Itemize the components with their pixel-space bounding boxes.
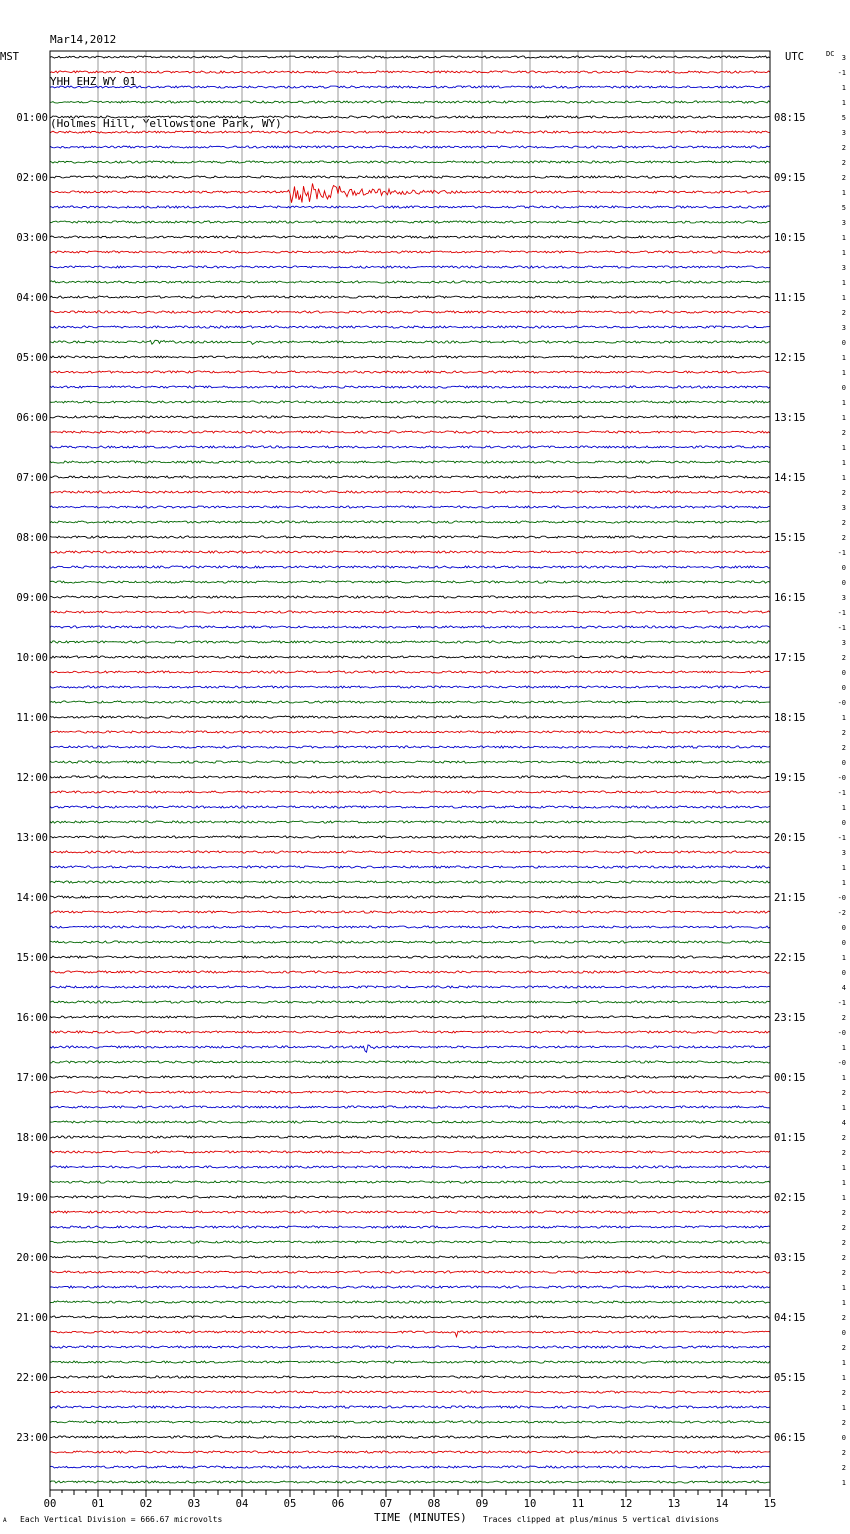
left-timezone-label: MST — [0, 51, 19, 63]
trace-row — [50, 1376, 770, 1378]
x-tick-label: 15 — [763, 1498, 777, 1510]
dc-offset-label: 1 — [841, 1374, 846, 1382]
dc-offset-label: 1 — [841, 189, 846, 197]
hour-label-utc: 20:15 — [774, 832, 806, 844]
dc-offset-label: 0 — [841, 384, 846, 392]
trace-row — [50, 791, 770, 793]
dc-offset-label: 1 — [841, 1404, 846, 1412]
dc-offset-label: 2 — [841, 159, 846, 167]
x-tick-label: 12 — [619, 1498, 633, 1510]
hour-label-utc: 04:15 — [774, 1312, 806, 1324]
hour-label-utc: 06:15 — [774, 1432, 806, 1444]
trace-row — [50, 836, 770, 838]
trace-row — [50, 1361, 770, 1363]
dc-offset-label: 0 — [841, 669, 846, 677]
dc-offset-label: 3 — [841, 129, 846, 137]
dc-offset-label: -1 — [837, 789, 846, 797]
trace-row — [50, 371, 770, 373]
plot-frame — [50, 51, 770, 1490]
trace-row — [50, 116, 770, 118]
station-code: YHH EHZ WY 01 — [50, 75, 137, 88]
trace-row — [50, 1166, 770, 1168]
dc-offset-label: 2 — [841, 174, 846, 182]
hour-label-utc: 21:15 — [774, 892, 806, 904]
dc-offset-label: 1 — [841, 1044, 846, 1052]
trace-row — [50, 1076, 770, 1078]
dc-offset-label: 2 — [841, 1014, 846, 1022]
hour-label-utc: 19:15 — [774, 772, 806, 784]
trace-row — [50, 566, 770, 568]
trace-row — [50, 761, 770, 763]
x-tick-label: 06 — [331, 1498, 345, 1510]
hour-label-mst: 20:00 — [16, 1252, 48, 1264]
hour-label-utc: 18:15 — [774, 712, 806, 724]
dc-offset-label: 3 — [841, 219, 846, 227]
dc-offset-label: 2 — [841, 1464, 846, 1472]
trace-row — [50, 1121, 770, 1123]
trace-row — [50, 1316, 770, 1318]
dc-offset-label: 2 — [841, 1269, 846, 1277]
trace-row — [50, 716, 770, 718]
trace-row — [50, 1451, 770, 1453]
trace-row — [50, 491, 770, 493]
trace-row — [50, 776, 770, 778]
hour-label-mst: 22:00 — [16, 1372, 48, 1384]
dc-offset-label: 3 — [841, 324, 846, 332]
hour-label-utc: 12:15 — [774, 352, 806, 364]
trace-row — [50, 1256, 770, 1258]
trace-row — [50, 986, 770, 988]
trace-row — [50, 821, 770, 823]
dc-offset-label: 1 — [841, 1359, 846, 1367]
trace-row — [50, 326, 770, 328]
hour-label-mst: 19:00 — [16, 1192, 48, 1204]
trace-row — [50, 356, 770, 358]
trace-row — [50, 206, 770, 208]
trace-row — [50, 446, 770, 448]
trace-row — [50, 386, 770, 388]
hour-label-utc: 17:15 — [774, 652, 806, 664]
dc-offset-label: -0 — [837, 774, 846, 782]
dc-offset-label: 2 — [841, 1149, 846, 1157]
trace-row — [50, 1045, 770, 1052]
trace-row — [50, 686, 770, 688]
dc-offset-label: 2 — [841, 1209, 846, 1217]
hour-label-mst: 08:00 — [16, 532, 48, 544]
dc-offset-label: 0 — [841, 924, 846, 932]
dc-offset-label: 2 — [841, 534, 846, 542]
dc-offset-label: 1 — [841, 954, 846, 962]
trace-row — [50, 1421, 770, 1423]
dc-offset-label: 1 — [841, 249, 846, 257]
dc-offset-label: 1 — [841, 1284, 846, 1292]
seismic-traces — [50, 56, 770, 1483]
hour-label-mst: 16:00 — [16, 1012, 48, 1024]
dc-offset-label: 3 — [841, 849, 846, 857]
dc-offset-label: 2 — [841, 1089, 846, 1097]
hour-label-mst: 04:00 — [16, 292, 48, 304]
trace-row — [50, 236, 770, 238]
trace-row — [50, 596, 770, 598]
hour-label-utc: 13:15 — [774, 412, 806, 424]
trace-row — [50, 731, 770, 733]
dc-offset-label: 1 — [841, 279, 846, 287]
dc-offset-label: -2 — [837, 909, 846, 917]
dc-offset-label: 1 — [841, 1299, 846, 1307]
dc-offset-label: 1 — [841, 1104, 846, 1112]
trace-row — [50, 1466, 770, 1468]
hour-label-mst: 06:00 — [16, 412, 48, 424]
hour-label-mst: 11:00 — [16, 712, 48, 724]
dc-offset-label: 3 — [841, 264, 846, 272]
hour-label-mst: 07:00 — [16, 472, 48, 484]
x-tick-label: 13 — [667, 1498, 681, 1510]
trace-row — [50, 1001, 770, 1003]
trace-row — [50, 1406, 770, 1408]
trace-row — [50, 340, 770, 344]
trace-row — [50, 296, 770, 298]
dc-offset-label: 2 — [841, 1344, 846, 1352]
dc-offset-label: 0 — [841, 939, 846, 947]
hour-label-utc: 10:15 — [774, 232, 806, 244]
x-tick-label: 08 — [427, 1498, 441, 1510]
hour-label-utc: 09:15 — [774, 172, 806, 184]
dc-offset-label: 1 — [841, 474, 846, 482]
trace-row — [50, 1301, 770, 1303]
dc-offset-label: 0 — [841, 564, 846, 572]
hour-label-mst: 23:00 — [16, 1432, 48, 1444]
trace-row — [50, 806, 770, 808]
dc-offset-label: 4 — [841, 1119, 846, 1127]
x-tick-label: 03 — [187, 1498, 201, 1510]
dc-offset-label: 2 — [841, 489, 846, 497]
dc-offset-label: 5 — [841, 204, 846, 212]
dc-offset-label: 1 — [841, 369, 846, 377]
x-tick-label: 10 — [523, 1498, 537, 1510]
dc-offset-label: 0 — [841, 969, 846, 977]
dc-offset-label: -0 — [837, 1029, 846, 1037]
trace-row — [50, 671, 770, 673]
trace-row — [50, 221, 770, 223]
dc-offset-label: 0 — [841, 759, 846, 767]
trace-row — [50, 1136, 770, 1138]
dc-offset-label: 1 — [841, 294, 846, 302]
dc-offset-label: 2 — [841, 429, 846, 437]
time-grid — [98, 51, 722, 1490]
dc-offset-label: 2 — [841, 1419, 846, 1427]
dc-offset-label: 1 — [841, 714, 846, 722]
dc-offset-label: 1 — [841, 1164, 846, 1172]
dc-offset-label: -1 — [837, 834, 846, 842]
trace-row — [50, 1241, 770, 1243]
trace-row — [50, 701, 770, 703]
x-tick-label: 04 — [235, 1498, 249, 1510]
dc-offset-label: 3 — [841, 639, 846, 647]
trace-row — [50, 161, 770, 163]
trace-row — [50, 1271, 770, 1273]
trace-row — [50, 1436, 770, 1438]
trace-row — [50, 536, 770, 538]
trace-row — [50, 626, 770, 628]
dc-offset-label: 2 — [841, 144, 846, 152]
hour-label-utc: 05:15 — [774, 1372, 806, 1384]
trace-row — [50, 1286, 770, 1288]
dc-offset-label: 2 — [841, 1254, 846, 1262]
dc-offset-label: 2 — [841, 744, 846, 752]
x-tick-label: 07 — [379, 1498, 393, 1510]
hour-label-utc: 00:15 — [774, 1072, 806, 1084]
dc-offset-label: 2 — [841, 1134, 846, 1142]
dc-offset-label: -1 — [837, 609, 846, 617]
trace-row — [50, 896, 770, 898]
dc-offset-label: 0 — [841, 339, 846, 347]
trace-row — [50, 183, 770, 202]
trace-row — [50, 641, 770, 643]
trace-row — [50, 926, 770, 928]
hour-label-utc: 02:15 — [774, 1192, 806, 1204]
trace-row — [50, 1031, 770, 1033]
hour-label-utc: 15:15 — [774, 532, 806, 544]
dc-offset-label: 2 — [841, 1449, 846, 1457]
trace-row — [50, 311, 770, 313]
hour-label-mst: 14:00 — [16, 892, 48, 904]
x-tick-label: 09 — [475, 1498, 489, 1510]
dc-offset-label: 0 — [841, 1329, 846, 1337]
trace-row — [50, 1106, 770, 1108]
dc-offset-label: 2 — [841, 1314, 846, 1322]
dc-offset-label: 1 — [841, 1479, 846, 1487]
trace-row — [50, 866, 770, 868]
dc-column-label: DC — [826, 50, 835, 58]
hour-label-mst: 02:00 — [16, 172, 48, 184]
dc-offset-label: 0 — [841, 819, 846, 827]
trace-row — [50, 1016, 770, 1018]
trace-row — [50, 56, 770, 58]
dc-offset-label: -1 — [837, 549, 846, 557]
hour-label-utc: 16:15 — [774, 592, 806, 604]
hour-label-mst: 18:00 — [16, 1132, 48, 1144]
x-axis-title: TIME (MINUTES) — [374, 1511, 467, 1524]
dc-offset-label: 2 — [841, 1389, 846, 1397]
trace-row — [50, 941, 770, 943]
dc-offset-label: 2 — [841, 654, 846, 662]
dc-offset-label: 5 — [841, 114, 846, 122]
x-tick-label: 14 — [715, 1498, 729, 1510]
right-timezone-label: UTC — [785, 51, 804, 63]
plot-date: Mar14,2012 — [50, 33, 117, 46]
trace-row — [50, 461, 770, 463]
trace-row — [50, 1346, 770, 1348]
trace-row — [50, 581, 770, 583]
trace-row — [50, 521, 770, 523]
dc-offset-label: -0 — [837, 894, 846, 902]
dc-offset-label: 1 — [841, 399, 846, 407]
dc-offset-label: 1 — [841, 1194, 846, 1202]
trace-row — [50, 71, 770, 73]
trace-row — [50, 1391, 770, 1393]
dc-offset-label: 1 — [841, 444, 846, 452]
dc-offset-label: -1 — [837, 624, 846, 632]
trace-row — [50, 1061, 770, 1063]
dc-offset-label: -0 — [837, 699, 846, 707]
hour-label-mst: 03:00 — [16, 232, 48, 244]
dc-offset-label: 2 — [841, 1224, 846, 1232]
dc-offset-label: 1 — [841, 234, 846, 242]
dc-offset-label: 2 — [841, 309, 846, 317]
hour-label-mst: 21:00 — [16, 1312, 48, 1324]
trace-row — [50, 86, 770, 88]
trace-row — [50, 1151, 770, 1153]
station-location: (Holmes Hill, Yellowstone Park, WY) — [50, 117, 282, 130]
dc-offset-label: -1 — [837, 69, 846, 77]
hour-label-mst: 01:00 — [16, 112, 48, 124]
dc-offset-label: 0 — [841, 1434, 846, 1442]
hour-label-utc: 08:15 — [774, 112, 806, 124]
trace-row — [50, 1331, 770, 1337]
dc-offset-label: 1 — [841, 99, 846, 107]
dc-offset-label: 1 — [841, 1179, 846, 1187]
dc-offset-label: 1 — [841, 414, 846, 422]
trace-row — [50, 611, 770, 613]
trace-row — [50, 101, 770, 103]
trace-row — [50, 551, 770, 553]
dc-offset-label: 1 — [841, 84, 846, 92]
hour-label-mst: 13:00 — [16, 832, 48, 844]
dc-offset-label: 3 — [841, 504, 846, 512]
x-tick-label: 02 — [139, 1498, 153, 1510]
trace-row — [50, 851, 770, 853]
trace-row — [50, 176, 770, 178]
dc-offset-label: 1 — [841, 1074, 846, 1082]
x-axis — [44, 1490, 777, 1510]
hour-label-mst: 09:00 — [16, 592, 48, 604]
trace-row — [50, 146, 770, 148]
dc-offset-label: 1 — [841, 864, 846, 872]
dc-offset-label: 0 — [841, 684, 846, 692]
hour-label-mst: 10:00 — [16, 652, 48, 664]
hour-label-mst: 15:00 — [16, 952, 48, 964]
scale-note: Each Vertical Division = 666.67 microvolts — [20, 1515, 223, 1524]
hour-label-utc: 11:15 — [774, 292, 806, 304]
trace-row — [50, 1091, 770, 1093]
trace-row — [50, 881, 770, 883]
dc-offset-label: 1 — [841, 459, 846, 467]
dc-offset-label: 3 — [841, 594, 846, 602]
clip-note: Traces clipped at plus/minus 5 vertical divisions — [483, 1515, 720, 1524]
dc-offset-label: 1 — [841, 804, 846, 812]
trace-row — [50, 1181, 770, 1183]
trace-row — [50, 506, 770, 508]
dc-offset-label: 0 — [841, 579, 846, 587]
dc-offset-label: 2 — [841, 729, 846, 737]
dc-offset-label: 4 — [841, 984, 846, 992]
x-tick-label: 05 — [283, 1498, 297, 1510]
trace-row — [50, 1196, 770, 1198]
trace-row — [50, 956, 770, 958]
trace-row — [50, 746, 770, 748]
trace-row — [50, 1481, 770, 1483]
dc-offset-label: 2 — [841, 519, 846, 527]
dc-offset-label: -0 — [837, 1059, 846, 1067]
trace-row — [50, 656, 770, 658]
trace-row — [50, 911, 770, 913]
x-tick-label: 11 — [571, 1498, 585, 1510]
trace-row — [50, 971, 770, 973]
trace-row — [50, 266, 770, 268]
dc-offset-label: -1 — [837, 999, 846, 1007]
dc-offset-label: 1 — [841, 354, 846, 362]
trace-row — [50, 281, 770, 283]
hour-label-utc: 03:15 — [774, 1252, 806, 1264]
trace-row — [50, 431, 770, 433]
dc-offset-label: 2 — [841, 1239, 846, 1247]
hour-label-utc: 14:15 — [774, 472, 806, 484]
x-tick-label: 01 — [91, 1498, 105, 1510]
trace-row — [50, 251, 770, 253]
hour-label-utc: 23:15 — [774, 1012, 806, 1024]
dc-offset-label: 3 — [841, 54, 846, 62]
footer-mark: A — [3, 1517, 7, 1524]
hour-label-mst: 05:00 — [16, 352, 48, 364]
dc-offset-label: 1 — [841, 879, 846, 887]
trace-row — [50, 401, 770, 403]
trace-row — [50, 476, 770, 478]
x-tick-label: 00 — [43, 1498, 57, 1510]
hour-label-mst: 12:00 — [16, 772, 48, 784]
trace-row — [50, 1211, 770, 1213]
hour-label-mst: 17:00 — [16, 1072, 48, 1084]
trace-row — [50, 416, 770, 418]
trace-row — [50, 1226, 770, 1228]
hour-label-utc: 01:15 — [774, 1132, 806, 1144]
hour-label-utc: 22:15 — [774, 952, 806, 964]
trace-row — [50, 131, 770, 133]
